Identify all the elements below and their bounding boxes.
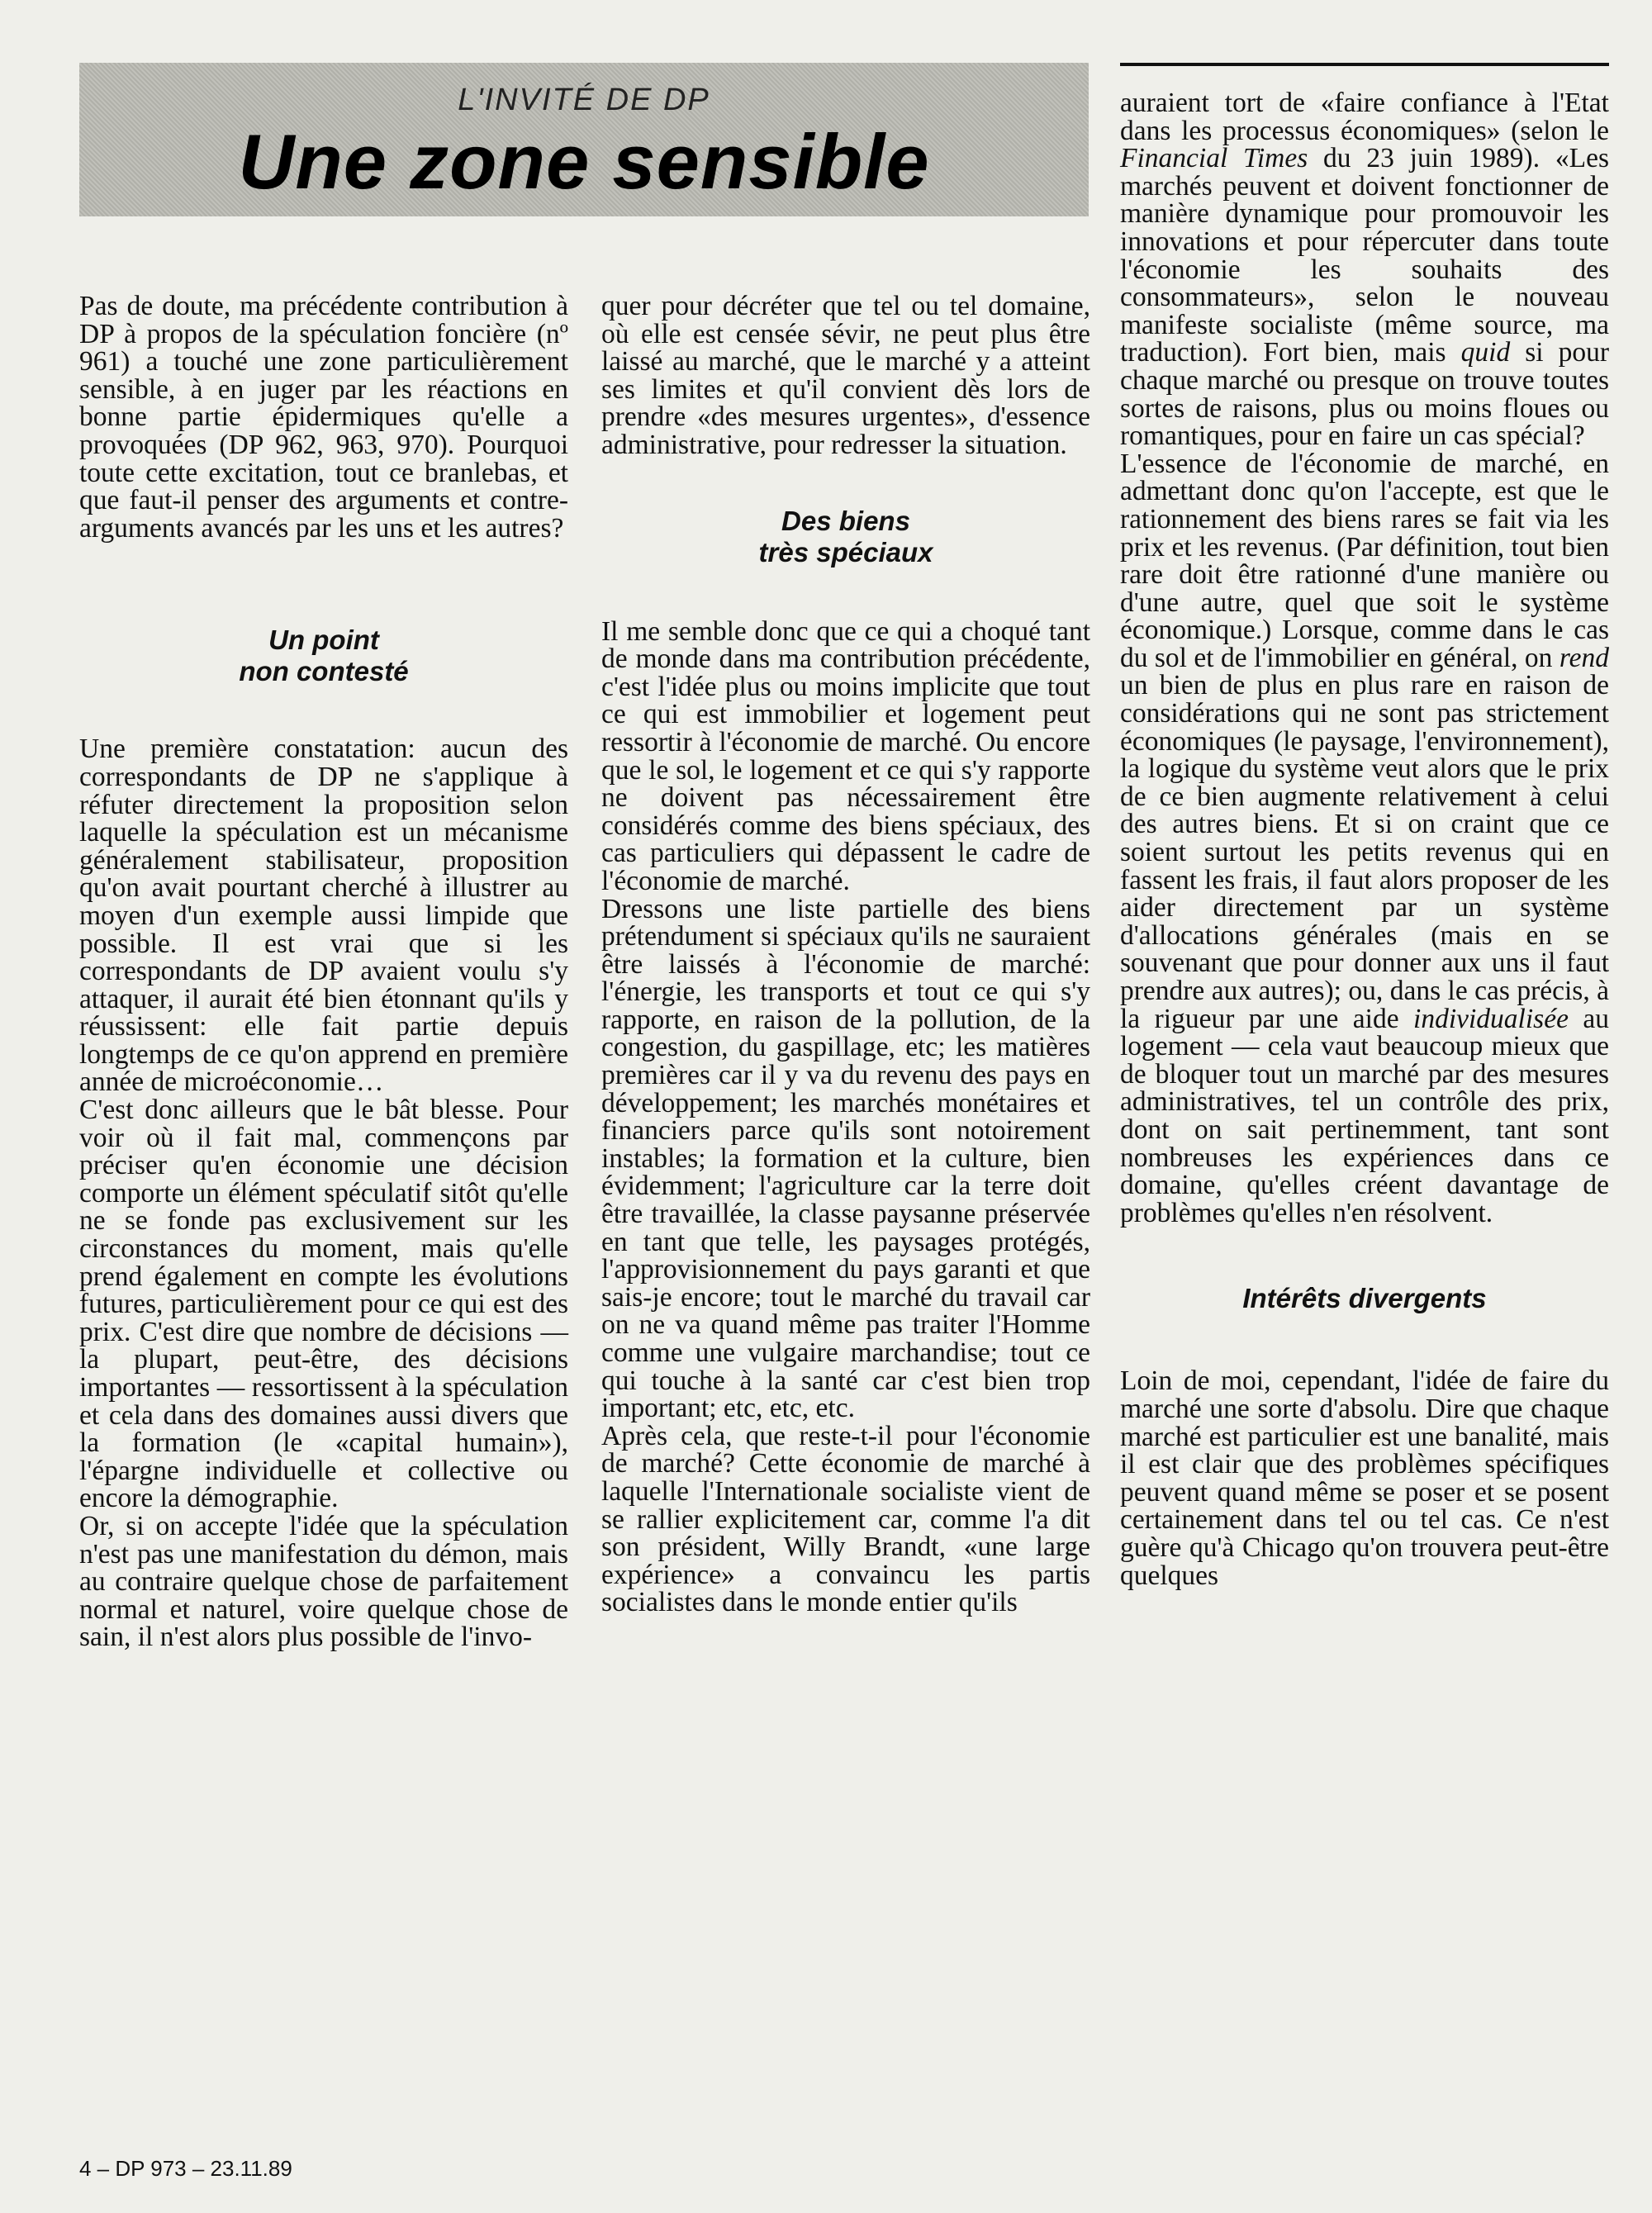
italic-text: individualisée bbox=[1413, 1003, 1569, 1034]
text-column-1 bbox=[79, 292, 568, 1651]
text-run: si pour chaque marché ou presque on trouve toutes sortes de raisons, plus ou moins floues ou romantiques, pour en faire un cas spécial? bbox=[1120, 337, 1610, 452]
italic-text: Financial Times bbox=[1120, 143, 1308, 174]
paragraph: C'est donc ailleurs que le bât blesse. Pour voir où il fait mal, commençons par préciser qu'en économie une décision comporte un élément spéculatif sitôt qu'elle ne se fonde pas exclusivement sur les circonstances du moment, mais qu'elle prend également en compte les évolutions futures, particulièrement pour ce qui est des prix. C'est dire que nombre de décisions — la plupart, peut-être, des décisions importantes — ressortissent à la spéculation et cela dans des domaines aussi divers que la formation (le «capital humain»), l'épargne individuelle et collective ou encore la démographie. bbox=[79, 1095, 568, 1514]
column-kicker: L'INVITÉ DE DP bbox=[458, 83, 710, 117]
subheading-un-point-non-conteste bbox=[79, 624, 568, 687]
subheading-line: non contesté bbox=[239, 656, 409, 687]
article-header bbox=[79, 63, 1089, 216]
paragraph: Il me semble donc que ce qui a choqué tant de monde dans ma contribution précédente, c'est l'idée plus ou moins implicite que tout ce qui est immobilier et logement peut ressortir à l'économie de marché. Ou encore que le sol, le logement et ce qui s'y rapporte ne doivent pas nécessairement être considérés comme des biens spéciaux, des cas particuliers qui dépassent le cadre de l'économie de marché. bbox=[601, 615, 1090, 896]
italic-text: quid bbox=[1460, 337, 1511, 368]
text-column-2 bbox=[601, 292, 1090, 1617]
paragraph bbox=[1120, 450, 1609, 1228]
subheading-line: Un point bbox=[268, 624, 379, 656]
paragraph: Or, si on accepte l'idée que la spéculation n'est pas une manifestation du démon, mais au contraire quelque chose de parfaitement normal et naturel, voire quelque chose de sain, il n'est alors plus possible de l'invo- bbox=[79, 1510, 568, 1653]
paragraph bbox=[1120, 89, 1609, 450]
text-run: L'essence de l'économie de marché, en admettant donc qu'on l'accepte, est que le rationnement des biens rares se fait via les prix et les revenus. (Par définition, tout bien rare doit être rationné d'une manière ou d'une autre, quel que soit le système économique.) Lorsque, comme dans le cas du sol et de l'immobilier en général, on bbox=[1120, 448, 1609, 673]
article-title: Une zone sensible bbox=[238, 118, 930, 205]
subheading-interets-divergents: Intérêts divergents bbox=[1242, 1283, 1487, 1314]
subheading-line: Des biens bbox=[781, 505, 910, 536]
paragraph: Dressons une liste partielle des biens prétendument si spéciaux qu'ils ne sauraient être laissés à l'économie de marché: l'énergie, les transports et tout ce qui s'y rapporte, en raison de la pollution, de la congestion, du gaspillage, etc; les matières premières car il y va du revenu des pays en développement; les marchés monétaires et financiers parce qu'ils sont notoirement instables; la formation et la culture, bien évidemment; l'agriculture car la terre doit être travaillée, la classe paysanne préservée en tant que telle, les paysages protégés, l'approvisionnement du pays garanti et que sais-je encore; tout le marché du travail car on ne va quand même pas traiter l'Homme comme une vulgaire marchandise; tout ce qui touche à la santé car c'est bien trop important; etc, etc, etc. bbox=[601, 893, 1090, 1424]
text-column-3 bbox=[1120, 89, 1609, 1589]
text-run: au logement — cela vaut beaucoup mieux que de bloquer tout un marché par des mesures administratives, tel un contrôle des prix, dont on sait pertinemment, tant sont nombreuses les expériences dans ce domaine, qu'elles créent davantage de problèmes qu'elles n'en résolvent. bbox=[1120, 1003, 1610, 1228]
paragraph: Pas de doute, ma précédente contribution à DP à propos de la spéculation foncière (nº 961) a touché une zone particulièrement sensible, à en juger par les réactions en bonne partie épidermiques qu'elle a provoquées (DP 962, 963, 970). Pourquoi toute cette excitation, tout ce branlebas, et que faut-il penser des arguments et contre-arguments avancés par les uns et les autres? bbox=[79, 291, 568, 544]
text-run: du 23 juin 1989). «Les marchés peuvent et doivent fonctionner de manière dynamique pour promouvoir les innovations et pour répercuter dans toute l'économie les souhaits des consommateurs», selon le nouveau manifeste socialiste (même source, ma traduction). Fort bien, mais bbox=[1120, 143, 1609, 368]
page-folio: 4 – DP 973 – 23.11.89 bbox=[79, 2156, 292, 2181]
paragraph: Une première constatation: aucun des correspondants de DP ne s'applique à réfuter directement la proposition selon laquelle la spéculation est un mécanisme généralement stabilisateur, proposition qu'on avait pourtant cherché à illustrer au moyen d'un exemple aussi limpide que possible. Il est vrai que si les correspondants de DP avaient voulu s'y attaquer, il aurait été bien étonnant qu'ils y réussissent: elle fait partie depuis longtemps de ce qu'on apprend en première année de microéconomie… bbox=[79, 734, 568, 1098]
paragraph: quer pour décréter que tel ou tel domaine, où elle est censée sévir, ne peut plus être laissé au marché, que le marché y a atteint ses limites et qu'il convient dès lors de prendre «des mesures urgentes», d'essence administrative, pour redresser la situation. bbox=[601, 291, 1090, 460]
text-run: auraient tort de «faire confiance à l'Etat dans les processus économiques» (selon le bbox=[1120, 88, 1609, 146]
paragraph: Après cela, que reste-t-il pour l'économie de marché? Cette économie de marché à laquelle l'Internationale socialiste vient de se rallier explicitement car, comme l'a dit son président, Willy Brandt, «une large expérience» a convaincu les partis socialistes dans le monde entier qu'ils bbox=[601, 1420, 1090, 1618]
subheading-line: très spéciaux bbox=[758, 536, 933, 567]
column-rule bbox=[1120, 63, 1609, 66]
subheading-des-biens-tres-speciaux bbox=[601, 506, 1090, 568]
paragraph: Loin de moi, cependant, l'idée de faire du marché une sorte d'absolu. Dire que chaque marché est particulier est une banalité, mais il est clair que des problèmes spécifiques peuvent quand même se poser et se posent certainement dans tel ou tel cas. Ce n'est guère qu'à Chicago qu'on trouvera peut-être quelques bbox=[1120, 1365, 1609, 1591]
italic-text: rend bbox=[1559, 642, 1609, 673]
text-run: un bien de plus en plus rare en raison de considérations qui ne sont pas strictement économiques (le paysage, l'environnement), la logique du système veut alors que le prix de ce bien augmente relativement à celui des autres biens. Et si on craint que ce soient surtout les petits revenus qui en fassent les frais, il faut alors proposer de les aider directement par un système d'allocations générales (mais en se souvenant que pour donner aux uns il faut prendre aux autres); ou, dans le cas précis, à la rigueur par une aide bbox=[1120, 670, 1609, 1034]
